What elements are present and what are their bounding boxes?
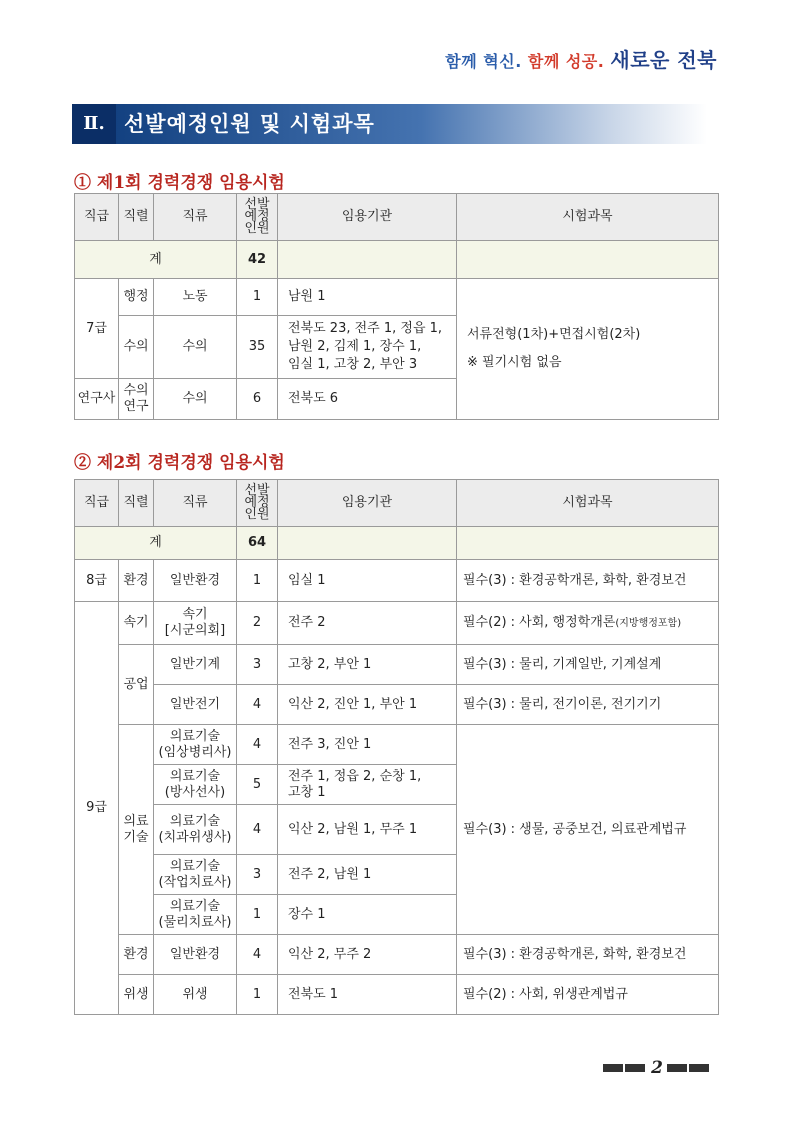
total-row <box>75 527 719 560</box>
section-banner <box>72 104 707 144</box>
table-header-row <box>75 194 719 241</box>
class-cell: 노동 <box>154 279 237 316</box>
table-header-row <box>75 480 719 527</box>
total-subjects <box>457 241 719 279</box>
header-subjects: 시험과목 <box>457 194 719 241</box>
slogan-part-1: 함께 혁신. <box>445 52 522 71</box>
count-cell: 6 <box>237 379 278 420</box>
series-cell: 속기 <box>119 602 154 645</box>
class-cell: 의료기술 (임상병리사) <box>154 725 237 765</box>
header-agency: 임용기관 <box>278 480 457 527</box>
total-row <box>75 241 719 279</box>
grade-cell: 연구사 <box>75 379 119 420</box>
table-row <box>75 645 719 685</box>
subjects-cell: 필수(3) : 환경공학개론, 화학, 환경보건 <box>457 935 719 975</box>
series-cell: 환경 <box>119 560 154 602</box>
table-row <box>75 935 719 975</box>
page-number-footer <box>603 1058 711 1078</box>
subjects-text: 필수(2) : 사회, 행정학개론 <box>463 614 616 630</box>
section1-table <box>74 193 719 420</box>
agency-cell: 고창 2, 부안 1 <box>278 645 457 685</box>
agency-cell: 전북도 1 <box>278 975 457 1015</box>
table-row <box>75 975 719 1015</box>
header-class: 직류 <box>154 480 237 527</box>
class-cell: 의료기술 (방사선사) <box>154 765 237 805</box>
agency-cell: 익산 2, 무주 2 <box>278 935 457 975</box>
slogan-part-2: 함께 성공. <box>527 52 605 71</box>
agency-cell: 남원 1 <box>278 279 457 316</box>
class-cell: 속기 [시군의회] <box>154 602 237 645</box>
header-series: 직렬 <box>119 194 154 241</box>
subjects-note: (지방행정포함) <box>615 617 682 629</box>
agency-cell: 전주 2, 남원 1 <box>278 855 457 895</box>
series-cell: 수의 연구 <box>119 379 154 420</box>
agency-cell: 익산 2, 남원 1, 무주 1 <box>278 805 457 855</box>
banner-number: Ⅱ. <box>72 104 116 144</box>
agency-cell: 장수 1 <box>278 895 457 935</box>
count-cell: 3 <box>237 645 278 685</box>
table-row <box>75 602 719 645</box>
header-count: 선발 예정 인원 <box>237 480 278 527</box>
agency-cell: 전북도 23, 전주 1, 정읍 1, 남원 2, 김제 1, 장수 1, 임실 1, 고창 2, 부안 3 <box>278 316 457 379</box>
slogan-part-3: 새로운 전북 <box>610 48 717 72</box>
footer-bar <box>625 1064 645 1072</box>
total-agency <box>278 527 457 560</box>
count-cell: 1 <box>237 560 278 602</box>
agency-cell: 전주 1, 정읍 2, 순창 1, 고창 1 <box>278 765 457 805</box>
class-cell: 의료기술 (치과위생사) <box>154 805 237 855</box>
series-cell: 환경 <box>119 935 154 975</box>
total-count: 64 <box>237 527 278 560</box>
total-count: 42 <box>237 241 278 279</box>
grade-cell: 9급 <box>75 602 119 1015</box>
subjects-line-1: 서류전형(1차)+면접시험(2차) <box>467 327 641 342</box>
banner-title: 선발예정인원 및 시험과목 <box>124 112 375 136</box>
count-cell: 2 <box>237 602 278 645</box>
series-cell: 의료 기술 <box>119 725 154 935</box>
count-cell: 35 <box>237 316 278 379</box>
grade-cell: 7급 <box>75 279 119 379</box>
header-slogan <box>445 44 717 73</box>
total-label: 계 <box>75 527 237 560</box>
header-agency: 임용기관 <box>278 194 457 241</box>
header-class: 직류 <box>154 194 237 241</box>
footer-bar <box>689 1064 709 1072</box>
subjects-cell: 필수(3) : 생물, 공중보건, 의료관계법규 <box>457 725 719 935</box>
series-cell: 공업 <box>119 645 154 725</box>
count-cell: 4 <box>237 935 278 975</box>
header-grade: 직급 <box>75 480 119 527</box>
subjects-cell: 필수(2) : 사회, 위생관계법규 <box>457 975 719 1015</box>
count-cell: 1 <box>237 895 278 935</box>
count-cell: 5 <box>237 765 278 805</box>
agency-cell: 임실 1 <box>278 560 457 602</box>
section2-title: ② 제2회 경력경쟁 임용시험 <box>74 453 285 473</box>
total-label: 계 <box>75 241 237 279</box>
total-agency <box>278 241 457 279</box>
grade-cell: 8급 <box>75 560 119 602</box>
class-cell: 일반환경 <box>154 935 237 975</box>
subjects-cell <box>457 602 719 645</box>
class-cell: 일반기계 <box>154 645 237 685</box>
class-cell: 일반전기 <box>154 685 237 725</box>
count-cell: 1 <box>237 975 278 1015</box>
series-cell: 행정 <box>119 279 154 316</box>
table-row <box>75 685 719 725</box>
subjects-cell: 필수(3) : 물리, 기계일반, 기계설계 <box>457 645 719 685</box>
table-row <box>75 725 719 765</box>
page-number: 2 <box>651 1058 663 1078</box>
class-cell: 수의 <box>154 316 237 379</box>
count-cell: 4 <box>237 725 278 765</box>
count-cell: 4 <box>237 805 278 855</box>
agency-cell: 전북도 6 <box>278 379 457 420</box>
class-cell: 의료기술 (작업치료사) <box>154 855 237 895</box>
table-row <box>75 560 719 602</box>
subjects-line-2: ※ 필기시험 없음 <box>467 355 562 370</box>
class-cell: 일반환경 <box>154 560 237 602</box>
total-subjects <box>457 527 719 560</box>
table-row <box>75 279 719 316</box>
subjects-cell: 필수(3) : 물리, 전기이론, 전기기기 <box>457 685 719 725</box>
subjects-cell: 필수(3) : 환경공학개론, 화학, 환경보건 <box>457 560 719 602</box>
section1-title: ① 제1회 경력경쟁 임용시험 <box>74 173 285 193</box>
header-subjects: 시험과목 <box>457 480 719 527</box>
series-cell: 수의 <box>119 316 154 379</box>
agency-cell: 익산 2, 진안 1, 부안 1 <box>278 685 457 725</box>
header-count: 선발 예정 인원 <box>237 194 278 241</box>
agency-cell: 전주 3, 진안 1 <box>278 725 457 765</box>
header-grade: 직급 <box>75 194 119 241</box>
count-cell: 1 <box>237 279 278 316</box>
header-series: 직렬 <box>119 480 154 527</box>
count-cell: 4 <box>237 685 278 725</box>
class-cell: 의료기술 (물리치료사) <box>154 895 237 935</box>
footer-bar <box>603 1064 623 1072</box>
agency-cell: 전주 2 <box>278 602 457 645</box>
class-cell: 위생 <box>154 975 237 1015</box>
section2-table <box>74 479 719 1015</box>
footer-bar <box>667 1064 687 1072</box>
count-cell: 3 <box>237 855 278 895</box>
series-cell: 위생 <box>119 975 154 1015</box>
subjects-cell <box>457 279 719 420</box>
class-cell: 수의 <box>154 379 237 420</box>
